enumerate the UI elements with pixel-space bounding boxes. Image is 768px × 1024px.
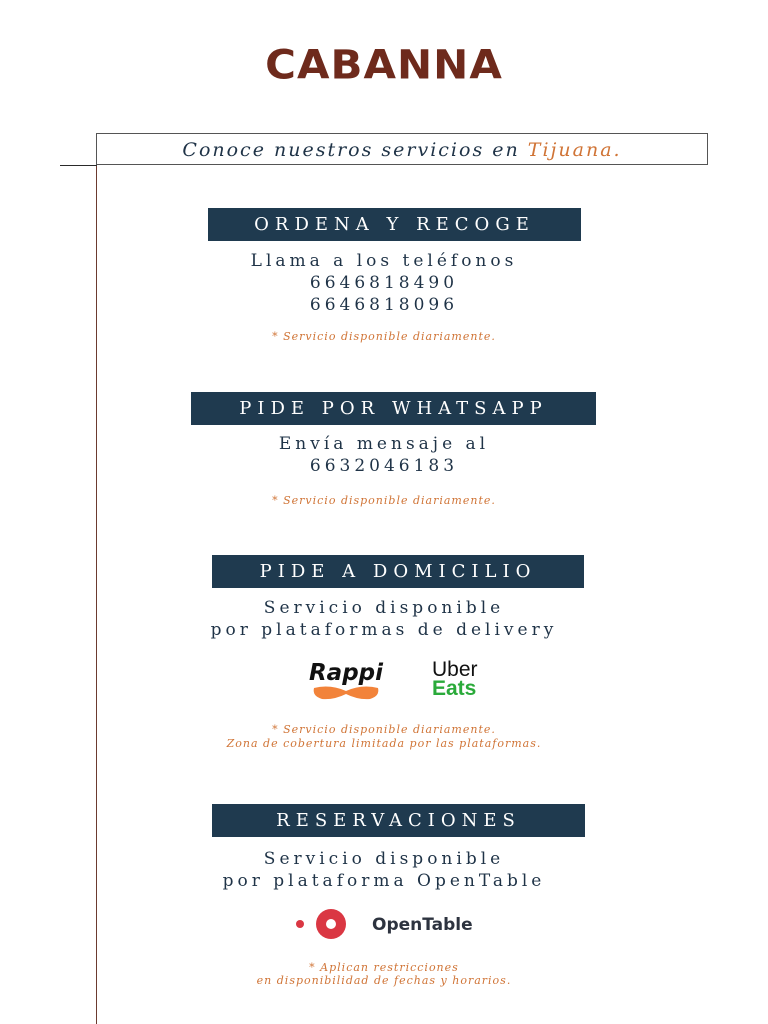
horizontal-rule-stub xyxy=(60,165,97,166)
intro-banner xyxy=(96,133,708,165)
section-note: * Servicio disponible diariamente. xyxy=(272,330,496,343)
section-line: por plataformas de delivery xyxy=(210,620,558,640)
section-note: * Aplican restricciones xyxy=(309,961,459,974)
eats-wordmark: Eats xyxy=(432,677,477,700)
phone-number: 6646818096 xyxy=(309,295,459,315)
opentable-logo xyxy=(294,906,509,942)
phone-number: 6646818490 xyxy=(309,273,459,293)
opentable-wordmark: OpenTable xyxy=(372,915,473,935)
uber-eats-logo xyxy=(432,660,478,698)
intro-text: Conoce nuestros servicios en xyxy=(182,139,520,161)
section-line: Servicio disponible xyxy=(263,849,505,869)
section-line: Servicio disponible xyxy=(263,598,505,618)
brand-logo: CABANNA xyxy=(265,41,503,88)
section-line: Llama a los teléfonos xyxy=(250,251,518,271)
section-line: por plataforma OpenTable xyxy=(222,871,546,891)
intro-city: Tijuana. xyxy=(527,139,622,161)
rappi-wordmark: Rappi xyxy=(308,660,384,686)
section-note: * Servicio disponible diariamente. xyxy=(272,494,496,507)
section-line: Envía mensaje al xyxy=(278,434,490,454)
section-note: Zona de cobertura limitada por las plataformas. xyxy=(226,737,542,750)
whatsapp-number: 6632046183 xyxy=(309,456,459,476)
rappi-logo xyxy=(300,656,392,704)
uber-wordmark: Uber xyxy=(432,658,478,681)
section-title-reservaciones: RESERVACIONES xyxy=(212,804,585,837)
section-title-ordena: ORDENA Y RECOGE xyxy=(208,208,581,241)
section-title-domicilio: PIDE A DOMICILIO xyxy=(212,555,584,588)
section-note: en disponibilidad de fechas y horarios. xyxy=(256,974,512,987)
section-title-whatsapp: PIDE POR WHATSAPP xyxy=(191,392,596,425)
section-note: * Servicio disponible diariamente. xyxy=(272,723,496,736)
